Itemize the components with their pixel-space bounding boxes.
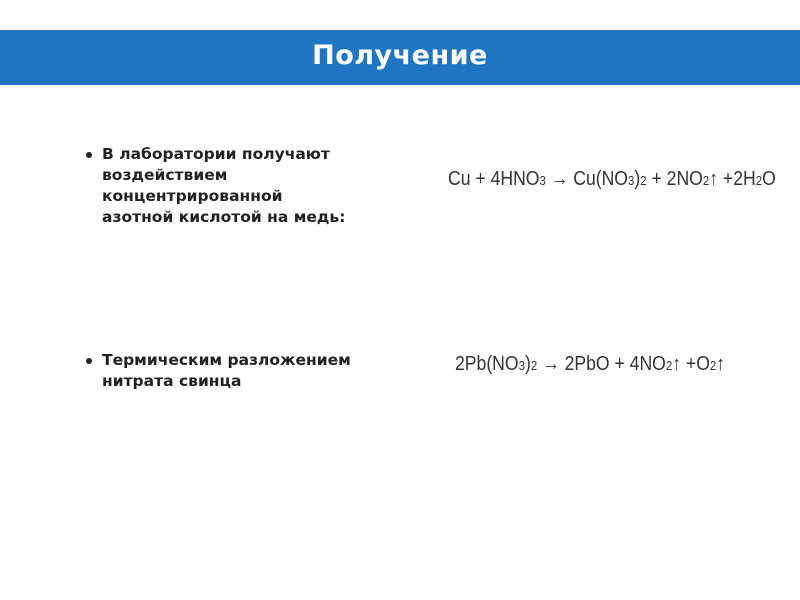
equation-term: 2PbO [564,353,610,375]
equation-term: Cu(NO [573,168,629,190]
equation-term: O [762,168,776,190]
bullet-text: Термическим разложением нитрата свинца [102,351,351,390]
bullet-item-laboratory [86,144,406,228]
equation-copper-nitric-acid: Cu + 4HNO 3 → Cu(NO 3 ) 2 + 2NO 2 ↑ + 2H 2 O [448,168,776,190]
equation-term: + [718,168,734,190]
equation-term: → [537,353,565,375]
equation-term: 4HNO [490,168,540,190]
equation-term: ↑ [716,353,726,375]
bullet-text: В лаборатории получают воздействием концентрированной азотной кислотой на медь: [102,145,346,226]
page-title: Получение [312,40,488,71]
equation-term: ↑ [672,353,682,375]
equation-term: + [681,353,697,375]
equation-term: + [470,168,491,190]
equation-term: ↑ [709,168,719,190]
equation-term: O [696,353,710,375]
bullet-item-thermal-decomposition [86,350,416,392]
equation-lead-nitrate-decomposition: 2Pb(NO 3 ) 2 → 2PbO + 4NO 2 ↑ + O 2 ↑ [455,353,726,375]
equation-term: ) [634,168,641,190]
equation-term: 2Pb(NO [455,353,519,375]
equation-term: 4NO [629,353,666,375]
bullet-dot-icon [86,152,92,158]
equation-term: ) [524,353,531,375]
equation-term: Cu [448,168,471,190]
equation-term: 2NO [666,168,703,190]
equation-term: → [545,168,574,190]
equation-term: + [646,168,667,190]
title-bar [0,30,800,85]
equation-term: 2H [733,168,756,190]
equation-term: + [609,353,630,375]
bullet-dot-icon [86,358,92,364]
